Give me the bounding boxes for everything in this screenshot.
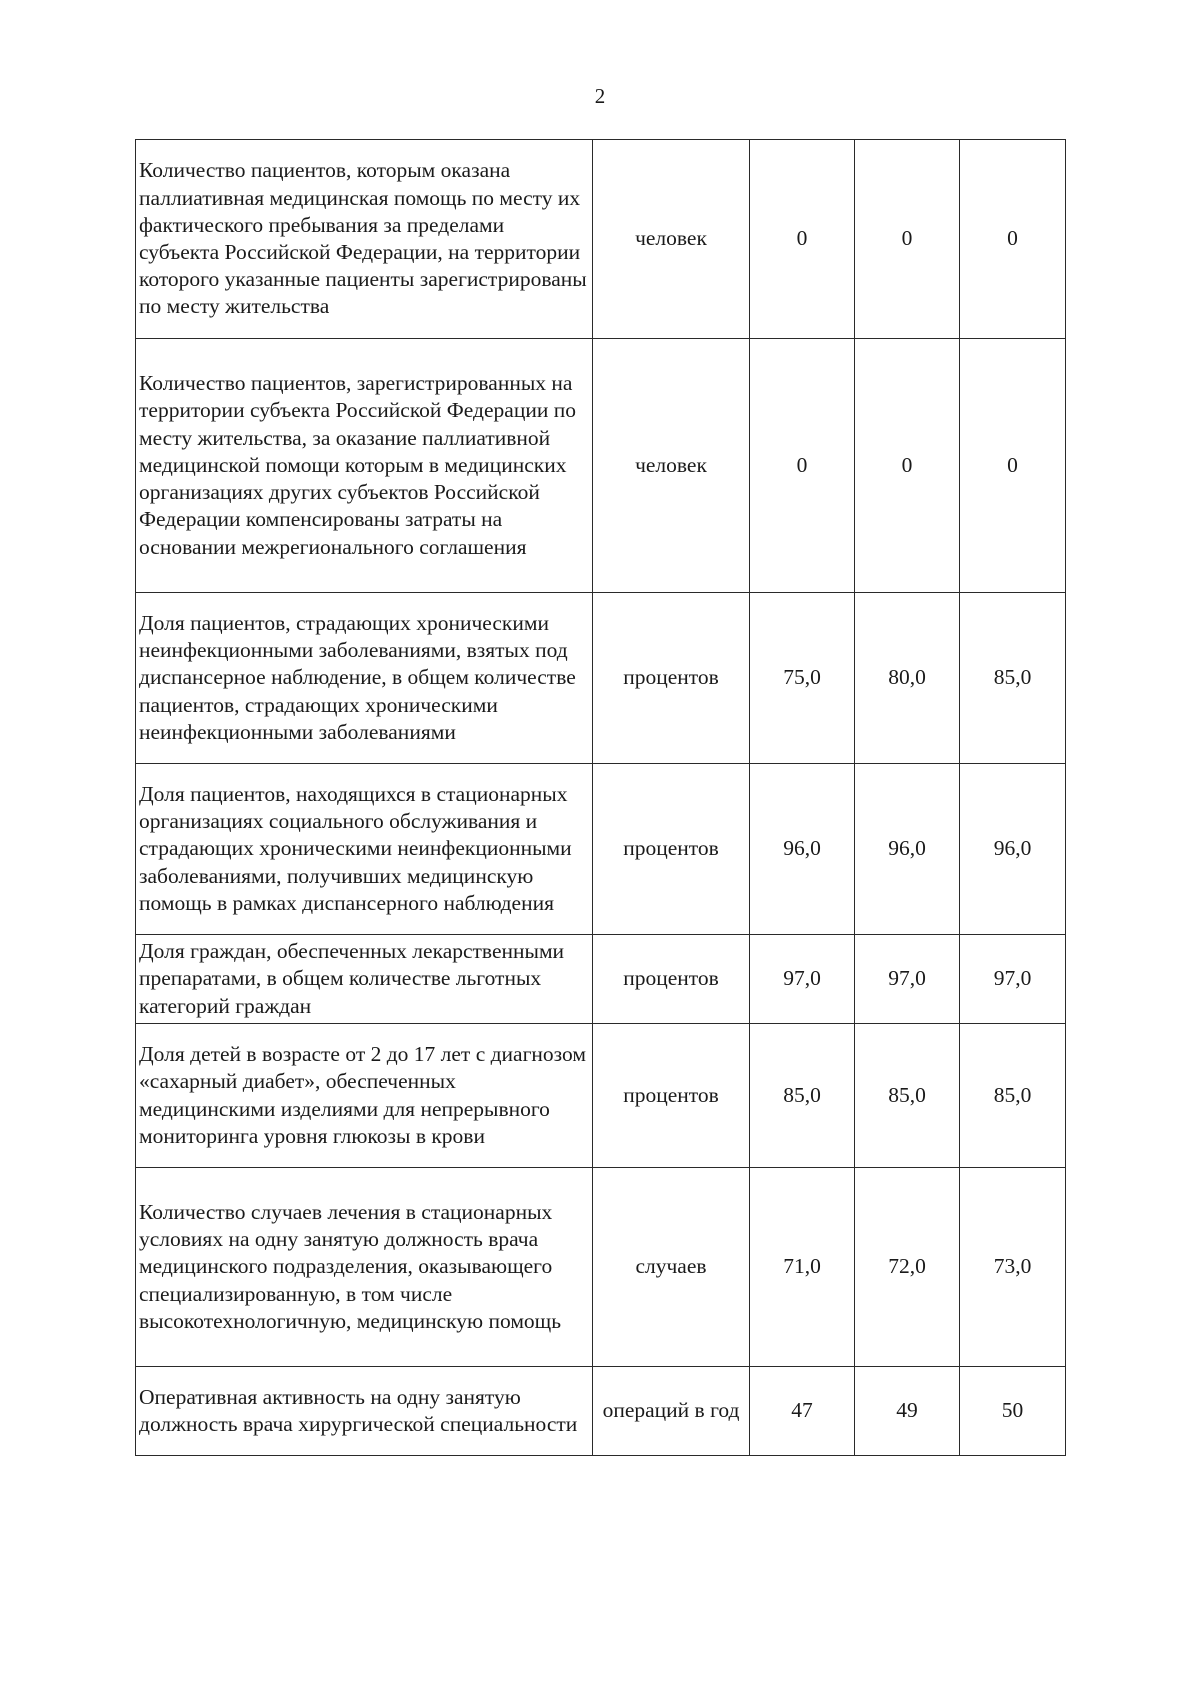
indicator-value-year-1: 47 xyxy=(750,1367,855,1456)
indicator-value-year-3: 0 xyxy=(960,140,1066,339)
table-row xyxy=(136,1367,1066,1456)
indicator-unit: процентов xyxy=(593,935,750,1024)
table-row xyxy=(136,1024,1066,1168)
indicator-value-year-2: 80,0 xyxy=(855,593,960,764)
indicator-value-year-1: 75,0 xyxy=(750,593,855,764)
indicator-value-year-2: 97,0 xyxy=(855,935,960,1024)
page-number: 2 xyxy=(594,84,606,108)
indicator-value-year-3: 85,0 xyxy=(960,593,1066,764)
table-row xyxy=(136,1168,1066,1367)
indicator-value-year-1: 85,0 xyxy=(750,1024,855,1168)
indicator-unit: процентов xyxy=(593,593,750,764)
table-row xyxy=(136,764,1066,935)
indicator-value-year-1: 97,0 xyxy=(750,935,855,1024)
indicator-value-year-3: 85,0 xyxy=(960,1024,1066,1168)
indicator-value-year-3: 97,0 xyxy=(960,935,1066,1024)
indicator-value-year-3: 73,0 xyxy=(960,1168,1066,1367)
indicator-unit: операций в год xyxy=(593,1367,750,1456)
indicator-unit: случаев xyxy=(593,1168,750,1367)
indicator-value-year-2: 49 xyxy=(855,1367,960,1456)
indicator-value-year-2: 72,0 xyxy=(855,1168,960,1367)
table-row xyxy=(136,593,1066,764)
table-row xyxy=(136,339,1066,593)
indicator-value-year-2: 96,0 xyxy=(855,764,960,935)
indicator-unit: процентов xyxy=(593,764,750,935)
indicator-name: Доля пациентов, страдающих хроническими неинфекционными заболеваниями, взятых под диспансерное наблюдение, в общем количестве пациентов, страдающих хроническими неинфекционными заболеваниями xyxy=(136,593,593,764)
indicator-value-year-2: 85,0 xyxy=(855,1024,960,1168)
indicator-name: Доля детей в возрасте от 2 до 17 лет с диагнозом «сахарный диабет», обеспеченных медицинскими изделиями для непрерывного мониторинга уровня глюкозы в крови xyxy=(136,1024,593,1168)
indicator-value-year-1: 0 xyxy=(750,140,855,339)
indicator-value-year-3: 50 xyxy=(960,1367,1066,1456)
table-row xyxy=(136,935,1066,1024)
indicators-table xyxy=(135,139,1066,1456)
indicator-unit: процентов xyxy=(593,1024,750,1168)
indicator-value-year-1: 71,0 xyxy=(750,1168,855,1367)
indicator-name: Оперативная активность на одну занятую должность врача хирургической специальности xyxy=(136,1367,593,1456)
indicator-name: Доля пациентов, находящихся в стационарных организациях социального обслуживания и страдающих хроническими неинфекционными заболеваниями, получивших медицинскую помощь в рамках диспансерного наблюдения xyxy=(136,764,593,935)
indicator-name: Доля граждан, обеспеченных лекарственными препаратами, в общем количестве льготных категорий граждан xyxy=(136,935,593,1024)
indicator-name: Количество пациентов, зарегистрированных на территории субъекта Российской Федерации по месту жительства, за оказание паллиативной медицинской помощи которым в медицинских организациях других субъектов Российской Федерации компенсированы затраты на основании межрегионального соглашения xyxy=(136,339,593,593)
indicator-value-year-3: 0 xyxy=(960,339,1066,593)
indicator-value-year-1: 0 xyxy=(750,339,855,593)
indicator-unit: человек xyxy=(593,140,750,339)
indicator-unit: человек xyxy=(593,339,750,593)
indicator-name: Количество случаев лечения в стационарных условиях на одну занятую должность врача медицинского подразделения, оказывающего специализированную, в том числе высокотехнологичную, медицинскую помощь xyxy=(136,1168,593,1367)
indicator-value-year-3: 96,0 xyxy=(960,764,1066,935)
indicator-value-year-2: 0 xyxy=(855,339,960,593)
indicator-name: Количество пациентов, которым оказана паллиативная медицинская помощь по месту их фактического пребывания за пределами субъекта Российской Федерации, на территории которого указанные пациенты зарегистрированы по месту жительства xyxy=(136,140,593,339)
table-row xyxy=(136,140,1066,339)
indicator-value-year-1: 96,0 xyxy=(750,764,855,935)
indicator-value-year-2: 0 xyxy=(855,140,960,339)
